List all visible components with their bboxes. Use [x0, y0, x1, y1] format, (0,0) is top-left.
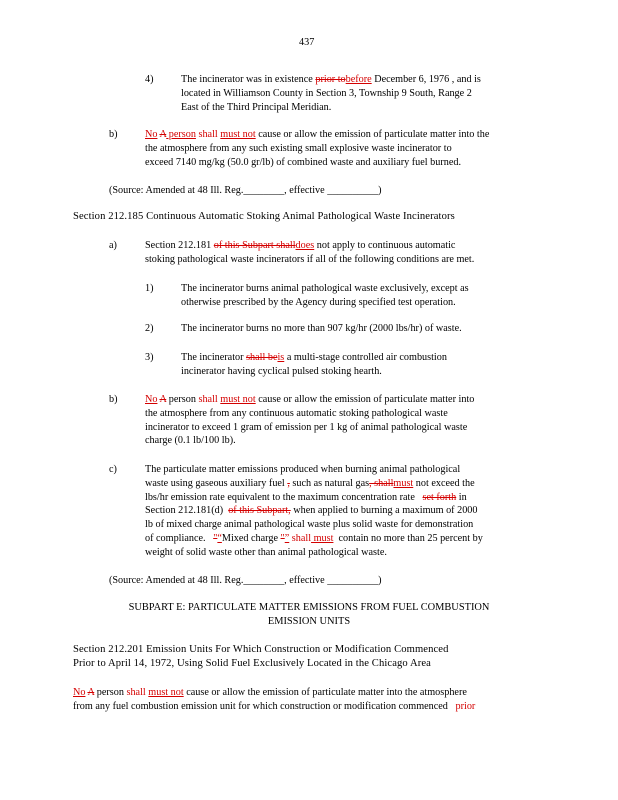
item-3-line-2: incinerator having cyclical pulsed stoking hearth.: [181, 365, 382, 377]
text-run: waste using gaseous auxiliary fuel: [145, 477, 288, 489]
item-2-marker: 2): [145, 323, 154, 334]
b-line-1: [145, 128, 565, 142]
item-4-line-2: located in Williamson County in Section 3, Township 9 South, Range 2: [181, 87, 472, 99]
c-line-7: weight of solid waste other than animal pathological waste.: [145, 546, 387, 558]
para-line-2: [73, 700, 563, 714]
para-line-1: [73, 686, 563, 700]
inserted-text: must not: [220, 129, 256, 140]
b-line-4: charge (0.1 lb/100 lb).: [145, 435, 236, 447]
a-line-1: [145, 239, 565, 253]
b-paragraph: [145, 128, 565, 169]
a-line-2: stoking pathological waste incinerators if all of the following conditions are met.: [145, 253, 475, 265]
deleted-text: prior to: [315, 74, 346, 85]
text-run: contain no more than 25 percent by: [333, 532, 483, 544]
item-2-text: The incinerator burns no more than 907 kg/hr (2000 lbs/hr) of waste.: [181, 323, 462, 334]
text-run: not apply to continuous automatic: [314, 240, 456, 251]
deleted-text: A: [159, 129, 167, 140]
red-text: prior: [452, 700, 476, 712]
text-run: a multi-stage controlled air combustion: [284, 352, 447, 363]
inserted-text: must not: [220, 394, 256, 405]
section-heading: Section 212.185 Continuous Automatic Stoking Animal Pathological Waste Incinerators: [73, 211, 455, 222]
red-text: shall: [123, 687, 146, 698]
b-line-2: the atmosphere from any continuous automatic stoking pathological waste: [145, 407, 448, 419]
inserted-text: must: [311, 532, 334, 544]
red-text: shall: [195, 129, 218, 140]
b-marker: b): [109, 394, 118, 405]
text-run: when applied to burning a maximum of 2000: [290, 505, 478, 517]
text-run: Mixed charge: [221, 532, 281, 544]
source-note: (Source: Amended at 48 Ill. Reg.________, effective __________): [109, 575, 382, 586]
item-1-line-2: otherwise prescribed by the Agency during specified test operation.: [181, 296, 456, 308]
item-3-text: [181, 351, 566, 379]
item-4-line-3: East of the Third Principal Meridian.: [181, 101, 332, 113]
b-marker: b): [109, 129, 118, 140]
item-3-line-1: [181, 351, 566, 365]
a-marker: a): [109, 240, 117, 251]
red-text: shall: [195, 394, 218, 405]
inserted-text: No: [145, 129, 158, 140]
b-line-3: incinerator to exceed 1 gram of emission per 1 kg of animal pathological waste: [145, 421, 468, 433]
item-4-text: [181, 73, 571, 114]
c-line-2: [145, 477, 565, 491]
text-run: cause or allow the emission of particulate matter into the atmosphere: [183, 687, 467, 698]
inserted-text: must: [393, 477, 414, 489]
text-run: in: [456, 491, 467, 503]
subpart-heading-line-2: EMISSION UNITS: [267, 616, 351, 627]
section-heading-line-2: Prior to April 14, 1972, Using Solid Fuel Exclusively Located in the Chicago Area: [73, 658, 431, 669]
inserted-text: “: [217, 532, 222, 544]
c-line-4: [145, 504, 565, 518]
section-heading: [73, 643, 449, 671]
text-run: from any fuel combustion emission unit for which construction or modification commenced: [73, 700, 453, 712]
item-1-marker: 1): [145, 283, 154, 294]
text-run: person: [166, 394, 196, 405]
section-heading-line-1: Section 212.201 Emission Units For Which Construction or Modification Commenced: [73, 644, 449, 655]
item-4-marker: 4): [145, 74, 154, 85]
inserted-text: ”: [284, 532, 290, 544]
b-line-1: [145, 393, 565, 407]
inserted-text: does: [295, 240, 315, 251]
item-4-line-1: [181, 73, 571, 87]
subpart-heading: [0, 601, 618, 629]
c-paragraph: [145, 463, 565, 560]
source-note: (Source: Amended at 48 Ill. Reg.________, effective __________): [109, 185, 382, 196]
page-number: 437: [299, 37, 315, 48]
text-run: not exceed the: [413, 477, 475, 489]
b-line-3: exceed 7140 mg/kg (50.0 gr/lb) of combined waste and auxiliary fuel burned.: [145, 156, 462, 168]
c-line-1: The particulate matter emissions produced when burning animal pathological: [145, 464, 461, 475]
text-run: cause or allow the emission of particulate matter into the: [255, 129, 490, 140]
subpart-heading-line-1: SUBPART E: PARTICULATE MATTER EMISSIONS FROM FUEL COMBUSTION: [128, 602, 490, 613]
text-run: lbs/hr emission rate equivalent to the maximum concentration rate: [145, 491, 423, 503]
text-run: person: [94, 687, 124, 698]
deleted-text: set forth: [422, 491, 457, 503]
text-run: December 6, 1976 , and is: [371, 74, 481, 85]
text-run: The incinerator: [181, 352, 247, 363]
text-run: The incinerator was in existence: [181, 74, 316, 85]
inserted-text: No: [145, 394, 158, 405]
b-paragraph: [145, 393, 565, 448]
inserted-text: is: [277, 352, 285, 363]
text-run: such as natural gas: [289, 477, 370, 489]
inserted-text: No: [73, 687, 86, 698]
deleted-text: ": [280, 532, 285, 544]
deleted-text: , shall: [369, 477, 394, 489]
b-line-2: the atmosphere from any such existing small explosive waste incinerator to: [145, 142, 452, 154]
deleted-text: ,: [287, 477, 290, 489]
item-1-line-1: The incinerator burns animal pathological waste exclusively, except as: [181, 283, 469, 294]
c-line-3: [145, 491, 565, 505]
deleted-text: shall be: [246, 352, 278, 363]
c-line-5: lb of mixed charge animal pathological waste plus solid waste for demonstration: [145, 519, 474, 531]
c-line-6: [145, 532, 565, 546]
deleted-text: A: [159, 394, 167, 405]
deleted-text: of this Subpart,: [228, 505, 291, 517]
item-1-text: [181, 282, 566, 310]
inserted-text: before: [345, 74, 372, 85]
inserted-text: must not: [148, 687, 184, 698]
deleted-text: ": [213, 532, 218, 544]
section-201-paragraph: [73, 686, 563, 714]
text-run: Section 212.181: [145, 240, 214, 251]
text-run: Section 212.181(d): [145, 505, 229, 517]
item-3-marker: 3): [145, 352, 154, 363]
deleted-text: A: [87, 687, 95, 698]
text-run: of compliance.: [145, 532, 214, 544]
inserted-text: person: [166, 129, 196, 140]
a-paragraph: [145, 239, 565, 267]
text-run: cause or allow the emission of particulate matter into: [255, 394, 475, 405]
red-text: shall: [289, 532, 312, 544]
c-marker: c): [109, 464, 117, 475]
deleted-text: of this Subpart shall: [213, 240, 296, 251]
